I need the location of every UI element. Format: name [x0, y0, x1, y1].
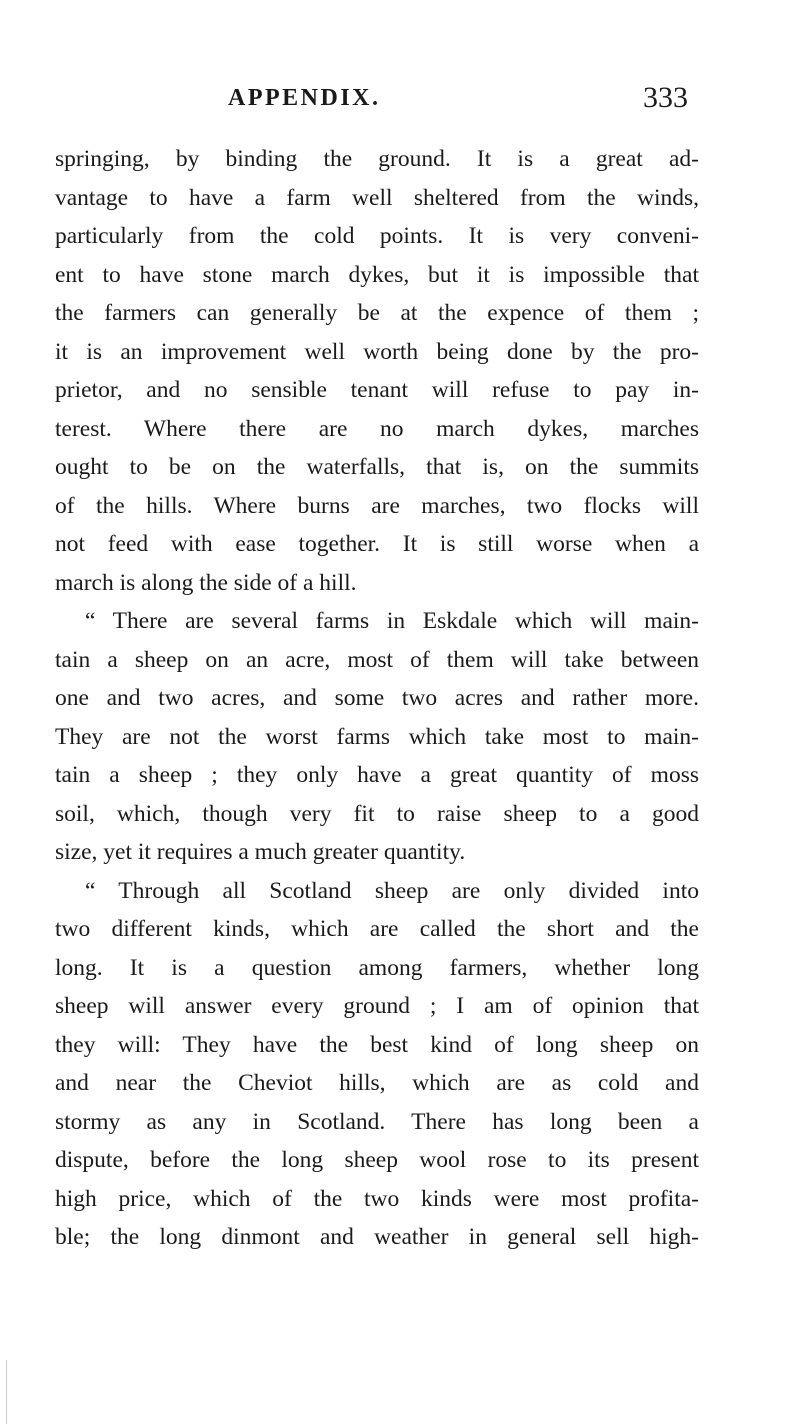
page-edge-mark — [6, 1360, 7, 1424]
text-line: size, yet it requires a much greater quantity. — [55, 839, 466, 865]
text-line: it is an improvement well worth being done by the pro- — [55, 338, 699, 365]
text-line: one and two acres, and some two acres and rather more. — [55, 685, 699, 711]
running-head: APPENDIX. — [228, 85, 381, 111]
text-line: stormy as any in Scotland. There has long been a — [55, 1108, 699, 1135]
text-line: ent to have stone march dykes, but it is impossible that — [55, 261, 699, 288]
text-line: they will: They have the best kind of long sheep on — [55, 1031, 699, 1058]
text-line: terest. Where there are no march dykes, marches — [55, 415, 699, 442]
text-line: dispute, before the long sheep wool rose to its present — [55, 1147, 699, 1173]
body-text — [55, 140, 699, 1257]
text-line: long. It is a question among farmers, whether long — [55, 954, 699, 981]
text-line: They are not the worst farms which take most to main- — [55, 723, 699, 750]
text-line: and near the Cheviot hills, which are as cold and — [55, 1070, 699, 1096]
text-line: two different kinds, which are called the short and the — [55, 916, 699, 942]
text-line: of the hills. Where burns are marches, two flocks will — [55, 492, 699, 519]
text-line: soil, which, though very fit to raise sheep to a good — [55, 800, 699, 827]
text-line: march is along the side of a hill. — [55, 569, 357, 596]
text-line: not feed with ease together. It is still worse when a — [55, 531, 699, 557]
text-line: high price, which of the two kinds were most profita- — [55, 1185, 699, 1212]
text-line: ble; the long dinmont and weather in general sell high- — [55, 1224, 699, 1250]
text-line: the farmers can generally be at the expence of them ; — [55, 300, 699, 326]
text-line: tain a sheep ; they only have a great quantity of moss — [55, 762, 699, 788]
page-header — [228, 81, 688, 125]
text-line: “ Through all Scotland sheep are only divided into — [85, 877, 699, 904]
text-line: sheep will answer every ground ; I am of opinion that — [55, 993, 699, 1019]
text-line: prietor, and no sensible tenant will refuse to pay in- — [55, 377, 699, 403]
text-line: tain a sheep on an acre, most of them will take between — [55, 646, 699, 673]
page-number: 333 — [643, 81, 688, 114]
text-line: “ There are several farms in Eskdale which will main- — [85, 608, 699, 634]
text-line: vantage to have a farm well sheltered from the winds, — [55, 184, 699, 211]
text-line: ought to be on the waterfalls, that is, on the summits — [55, 454, 699, 480]
text-line: springing, by binding the ground. It is a great ad- — [55, 146, 699, 172]
text-line: particularly from the cold points. It is very conveni- — [55, 223, 699, 249]
